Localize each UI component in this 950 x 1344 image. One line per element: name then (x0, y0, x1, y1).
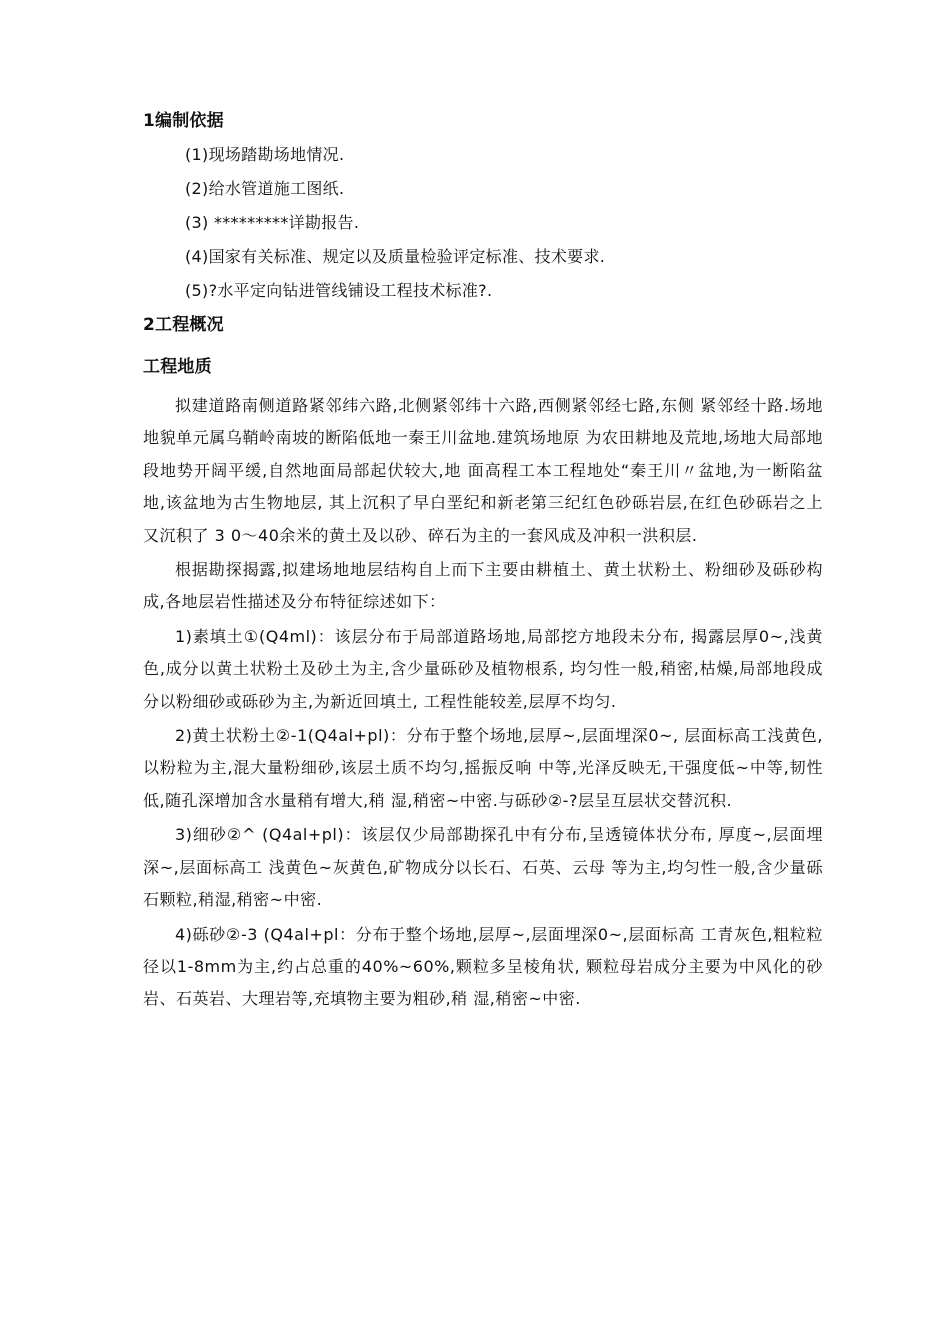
section-heading-overview: 2工程概况 (143, 315, 224, 335)
geology-paragraph: 根据勘探揭露,拟建场地地层结构自上而下主要由耕植土、黄土状粉土、粉细砂及砾砂构成,各地层岩性描述及分布特征综述如下： (143, 560, 823, 612)
basis-item: (4)国家有关标准、规定以及质量检验评定标准、技术要求. (185, 247, 606, 266)
geology-body (143, 390, 823, 1016)
geology-paragraph: 2)黄土状粉土②-1(Q4al+pl)：分布于整个场地,层厚~,层面埋深0~, 层面标高工浅黄色,以粉粒为主,混大量粉细砂,该层土质不均匀,摇振反响 中等,光泽反映无,干强度低~中等,韧性低,随孔深增加含水量稍有增大,稍 湿,稍密~中密.与砾砂②-?层呈互层状交替沉积. (143, 726, 823, 810)
geology-paragraph: 1)素填土①(Q4ml)：该层分布于局部道路场地,局部挖方地段未分布, 揭露层厚0~,浅黄色,成分以黄土状粉土及砂土为主,含少量砾砂及植物根系, 均匀性一般,稍密,枯燥,局部地段成分以粉细砂或砾砂为主,为新近回填土, 工程性能较差,层厚不均匀. (143, 626, 823, 711)
subsection-heading-geology: 工程地质 (143, 357, 212, 377)
basis-item: (5)?水平定向钻进管线铺设工程技术标准?. (185, 281, 493, 300)
basis-list (143, 138, 823, 308)
geology-paragraph: 4)砾砂②-3 (Q4al+pl：分布于整个场地,层厚~,层面埋深0~,层面标高 工青灰色,粗粒粒径以1-8mm为主,约占总重的40%~60%,颗粒多呈棱角状, 颗粒母岩成分主要为中风化的砂岩、石英岩、大理岩等,充填物主要为粗砂,稍 湿,稍密~中密. (143, 924, 823, 1009)
basis-item: (2)给水管道施工图纸. (185, 179, 345, 198)
basis-item: (1)现场踏勘场地情况. (185, 145, 345, 164)
geology-paragraph: 3)细砂②^ (Q4al+pl)：该层仅少局部勘探孔中有分布,呈透镜体状分布, 厚度~,层面埋深~,层面标高工 浅黄色~灰黄色,矿物成分以长石、石英、云母 等为主,均匀性一般,含少量砾石颗粒,稍湿,稍密~中密. (143, 825, 823, 910)
geology-paragraph: 拟建道路南侧道路紧邻纬六路,北侧紧邻纬十六路,西侧紧邻经七路,东侧 紧邻经十路.场地地貌单元属乌鞘岭南坡的断陷低地一秦王川盆地.建筑场地原 为农田耕地及荒地,场地大局部地段地势开阔平缓,自然地面局部起伏较大,地 面高程工本工程地处“秦王川〃盆地,为一断陷盆地,该盆地为古生物地层, 其上沉积了早白垩纪和新老第三纪红色砂砾岩层,在红色砂砾岩之上又沉积了 3 0〜40余米的黄土及以砂、碎石为主的一套风成及冲积一洪积层. (143, 396, 823, 545)
section-heading-basis: 1编制依据 (143, 111, 224, 131)
document-page (143, 104, 823, 1016)
basis-item: (3) *********详勘报告. (185, 213, 360, 232)
